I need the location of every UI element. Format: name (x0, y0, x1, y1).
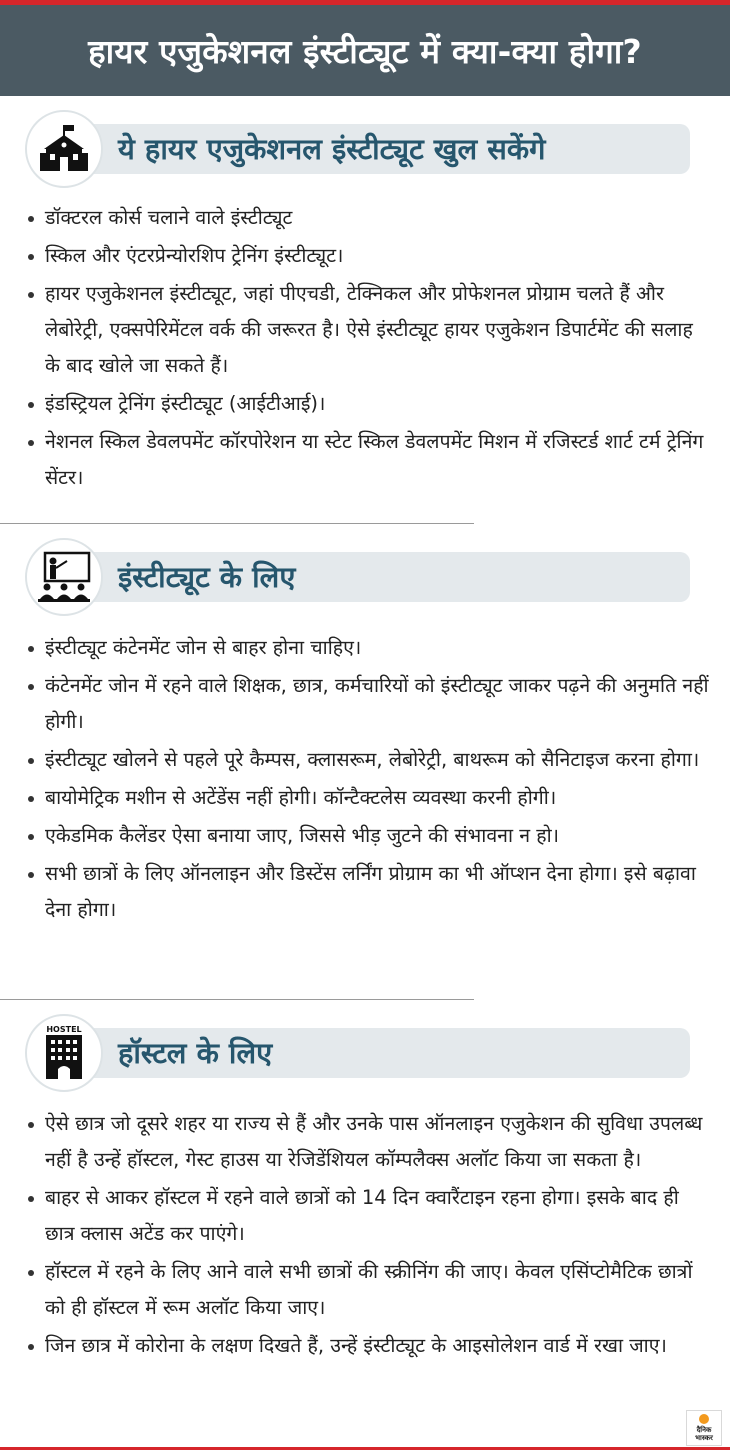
list-item: इंस्टीट्यूट कंटेनमेंट जोन से बाहर होना चाहिए। (28, 630, 713, 666)
section-2-heading: इंस्टीट्यूट के लिए (118, 560, 296, 594)
list-item: इंस्टीट्यूट खोलने से पहले पूरे कैम्पस, क्लासरूम, लेबोरेट्री, बाथरूम को सैनिटाइज करना होगा। (28, 742, 713, 778)
sun-icon (699, 1414, 709, 1424)
logo-line-1: दैनिक (696, 1426, 712, 1434)
list-item: हायर एजुकेशनल इंस्टीट्यूट, जहां पीएचडी, टेक्निकल और प्रोफेशनल प्रोग्राम चलते हैं और लेबोरेट्री, एक्सपेरिमेंटल वर्क की जरूरत है। ऐसे इंस्टीट्यूट हायर एजुकेशन डिपार्टमेंट की सलाह के बाद खोले जा सकते हैं। (28, 276, 713, 384)
list-item: बायोमेट्रिक मशीन से अटेंडेंस नहीं होगी। कॉन्टैक्टलेस व्यवस्था करनी होगी। (28, 780, 713, 816)
section-3-heading: हॉस्टल के लिए (118, 1036, 273, 1070)
section-1-heading: ये हायर एजुकेशनल इंस्टीट्यूट खुल सकेंगे (118, 132, 546, 166)
list-item: कंटेनमेंट जोन में रहने वाले शिक्षक, छात्र, कर्मचारियों को इंस्टीट्यूट जाकर पढ़ने की अनुमति नहीं होगी। (28, 668, 713, 740)
list-item: इंडस्ट्रियल ट्रेनिंग इंस्टीट्यूट (आईटीआई)। (28, 386, 713, 422)
hostel-sign-label: HOSTEL (46, 1025, 82, 1034)
school-building-icon (25, 110, 103, 188)
list-item: सभी छात्रों के लिए ऑनलाइन और डिस्टेंस लर्निंग प्रोग्राम का भी ऑप्शन देना होगा। इसे बढ़ावा देना होगा। (28, 856, 713, 928)
section-3-list (28, 1106, 713, 1366)
list-item: डॉक्टरल कोर्स चलाने वाले इंस्टीट्यूट (28, 200, 713, 236)
section-divider (0, 523, 474, 524)
list-item: जिन छात्र में कोरोना के लक्षण दिखते हैं, उन्हें इंस्टीट्यूट के आइसोलेशन वार्ड में रखा जाए। (28, 1328, 713, 1364)
list-item: स्किल और एंटरप्रेन्योरशिप ट्रेनिंग इंस्टीट्यूट। (28, 238, 713, 274)
list-item: बाहर से आकर हॉस्टल में रहने वाले छात्रों को 14 दिन क्वारैंटाइन रहना होगा। इसके बाद ही छात्र क्लास अटेंड कर पाएंगे। (28, 1180, 713, 1252)
dainik-bhaskar-logo (686, 1410, 722, 1446)
section-2-list (28, 630, 713, 930)
logo-line-2: भास्कर (695, 1434, 713, 1442)
list-item: ऐसे छात्र जो दूसरे शहर या राज्य से हैं और उनके पास ऑनलाइन एजुकेशन की सुविधा उपलब्ध नहीं है उन्हें हॉस्टल, गेस्ट हाउस या रेजिडेंशियल कॉम्पलैक्स अलॉट किया जा सकता है। (28, 1106, 713, 1178)
classroom-teacher-icon (25, 538, 103, 616)
list-item: नेशनल स्किल डेवलपमेंट कॉरपोरेशन या स्टेट स्किल डेवलपमेंट मिशन में रजिस्टर्ड शार्ट टर्म ट्रेनिंग सेंटर। (28, 424, 713, 496)
list-item: एकेडमिक कैलेंडर ऐसा बनाया जाए, जिससे भीड़ जुटने की संभावना न हो। (28, 818, 713, 854)
section-divider (0, 999, 474, 1000)
page-title: हायर एजुकेशनल इंस्टीट्यूट में क्या-क्या होगा? (0, 5, 730, 96)
list-item: हॉस्टल में रहने के लिए आने वाले सभी छात्रों की स्क्रीनिंग की जाए। केवल एसिंप्टोमैटिक छात्रों को ही हॉस्टल में रूम अलॉट किया जाए। (28, 1254, 713, 1326)
hostel-building-icon (25, 1014, 103, 1092)
section-1-list (28, 200, 713, 498)
